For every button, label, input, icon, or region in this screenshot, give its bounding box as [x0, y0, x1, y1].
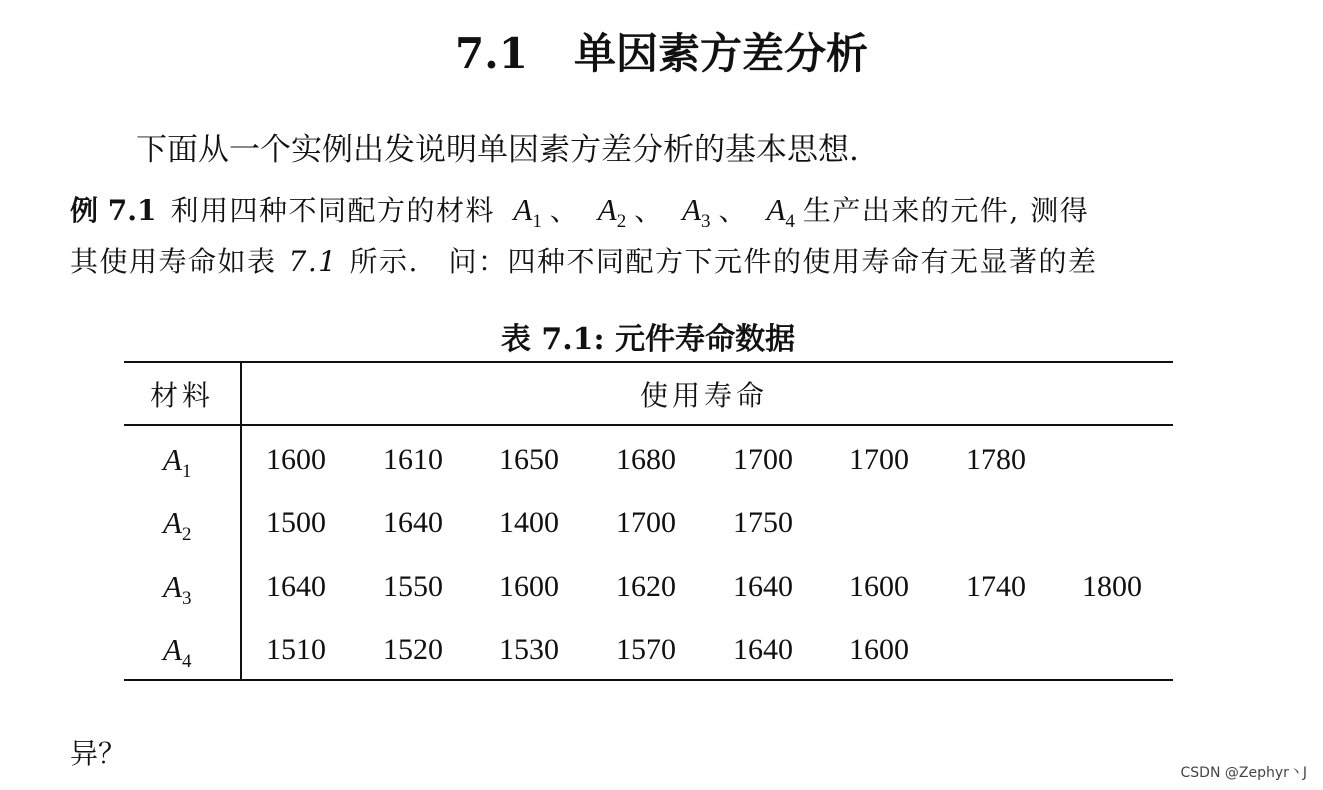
- table-reference: 7.1: [288, 245, 338, 278]
- table-cell: 1640: [383, 506, 443, 539]
- row-label-a1: $A_1$: [163, 442, 192, 483]
- table-cell: 1750: [733, 506, 793, 539]
- table-caption: 表 7.1: 元件寿命数据: [500, 322, 796, 357]
- example-line-1: [70, 190, 1089, 242]
- example-label: 例 7.1: [70, 194, 157, 227]
- table-bottom-rule: [124, 679, 1173, 681]
- table-cell: 1400: [499, 506, 559, 539]
- table-cell: 1550: [383, 570, 443, 603]
- table-cell: 1640: [733, 633, 793, 666]
- table-cell: 1570: [616, 633, 676, 666]
- example-continuation: 异？: [70, 737, 127, 770]
- table-cell: 1520: [383, 633, 443, 666]
- table-cell: 1680: [616, 443, 676, 476]
- table-cell: 1620: [616, 570, 676, 603]
- section-heading: [0, 26, 1323, 82]
- table-cell: 1510: [266, 633, 326, 666]
- table-cell: 1600: [266, 443, 326, 476]
- table-cell: 1700: [849, 443, 909, 476]
- table-cell: 1610: [383, 443, 443, 476]
- table-cell: 1700: [616, 506, 676, 539]
- example-text-2: 生产出来的元件, 测得: [802, 194, 1090, 227]
- header-material: 材料: [150, 379, 215, 412]
- material-a3: $A_3$: [682, 192, 711, 233]
- header-service-life: 使用寿命: [640, 379, 769, 412]
- separator: 、: [549, 194, 580, 227]
- example-line-2: [70, 242, 1097, 282]
- example-text-3: 其使用寿命如表: [70, 245, 277, 278]
- table-cell: 1600: [849, 570, 909, 603]
- table-cell: 1640: [266, 570, 326, 603]
- table-cell: 1650: [499, 443, 559, 476]
- row-label-a3: $A_3$: [163, 569, 192, 610]
- section-number: 7.1: [454, 29, 529, 78]
- table-cell: 1780: [966, 443, 1026, 476]
- table-cell: 1600: [849, 633, 909, 666]
- table-cell: 1700: [733, 443, 793, 476]
- intro-paragraph: 下面从一个实例出发说明单因素方差分析的基本思想.: [136, 132, 859, 168]
- table-header-rule: [124, 424, 1173, 426]
- row-label-a4: $A_4$: [163, 632, 192, 673]
- material-a4: $A_4$: [766, 192, 795, 233]
- example-text-4: 所示. 问：四种不同配方下元件的使用寿命有无显著的差: [349, 245, 1098, 278]
- section-title: 单因素方差分析: [574, 29, 869, 78]
- table-cell: 1600: [499, 570, 559, 603]
- separator: 、: [634, 194, 664, 227]
- table-cell: 1640: [733, 570, 793, 603]
- watermark: CSDN @Zephyr丶J: [1180, 765, 1307, 781]
- table-cell: 1530: [499, 633, 559, 666]
- row-label-a2: $A_2$: [163, 505, 192, 546]
- separator: 、: [718, 194, 749, 227]
- material-a1: $A_1$: [513, 192, 542, 233]
- table-cell: 1740: [966, 570, 1026, 603]
- material-a2: $A_2$: [597, 192, 627, 233]
- table-cell: 1800: [1082, 570, 1142, 603]
- example-text-1: 利用四种不同配方的材料: [170, 194, 495, 227]
- table-top-rule: [124, 361, 1173, 363]
- table-cell: 1500: [266, 506, 326, 539]
- table-column-divider: [240, 361, 242, 681]
